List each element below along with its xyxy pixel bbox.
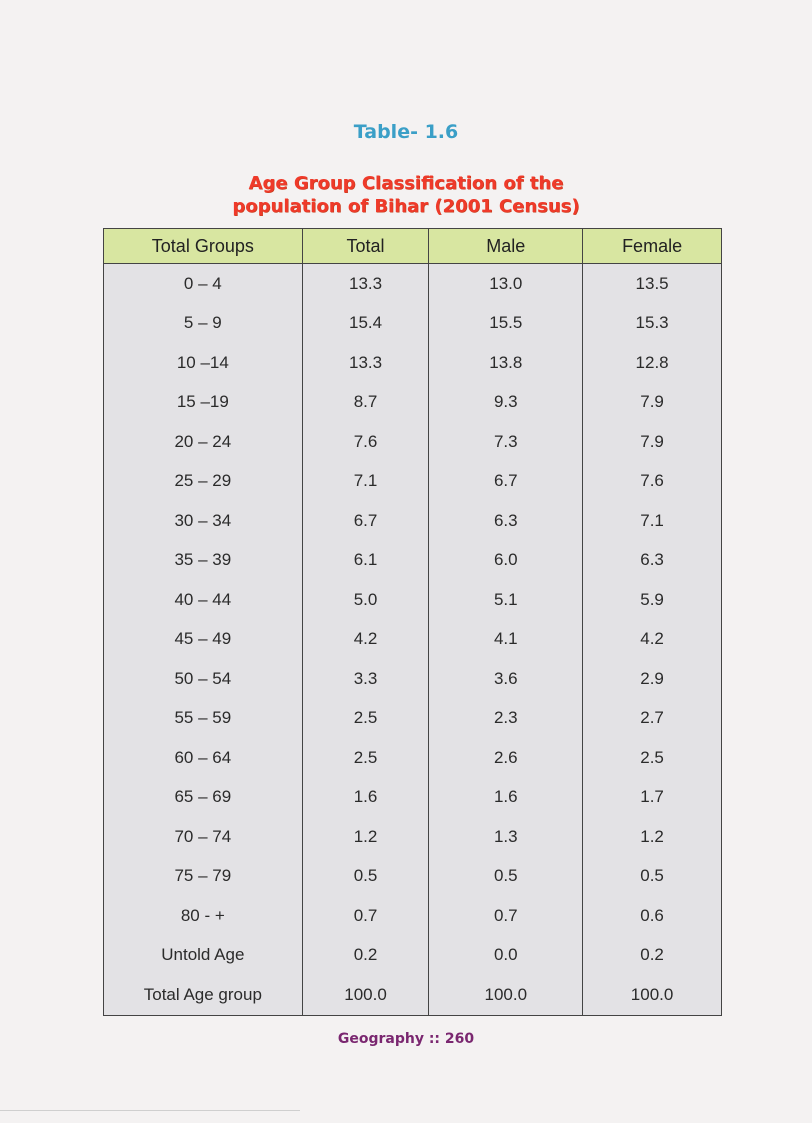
male-cell: 3.6 — [429, 659, 583, 699]
table-row — [104, 857, 722, 897]
age-group-cell: 65 – 69 — [104, 778, 303, 818]
table-title — [0, 172, 812, 218]
male-cell: 0.0 — [429, 936, 583, 976]
total-cell: 7.1 — [302, 462, 429, 502]
male-cell: 6.7 — [429, 462, 583, 502]
male-cell: 13.8 — [429, 343, 583, 383]
age-group-cell: 40 – 44 — [104, 580, 303, 620]
age-group-cell: 35 – 39 — [104, 541, 303, 581]
age-group-cell: 45 – 49 — [104, 620, 303, 660]
age-group-cell: 15 –19 — [104, 383, 303, 423]
age-group-cell: 0 – 4 — [104, 264, 303, 304]
table-row — [104, 659, 722, 699]
female-cell: 0.2 — [583, 936, 722, 976]
female-cell: 13.5 — [583, 264, 722, 304]
table-row — [104, 383, 722, 423]
table-row — [104, 620, 722, 660]
female-cell: 7.9 — [583, 422, 722, 462]
total-cell: 13.3 — [302, 264, 429, 304]
total-cell: 0.2 — [302, 936, 429, 976]
total-cell: 6.1 — [302, 541, 429, 581]
bottom-rule — [0, 1110, 300, 1111]
male-cell: 9.3 — [429, 383, 583, 423]
female-cell: 6.3 — [583, 541, 722, 581]
age-group-cell: 80 - + — [104, 896, 303, 936]
total-cell: 2.5 — [302, 699, 429, 739]
total-cell: 8.7 — [302, 383, 429, 423]
page-footer: Geography :: 260 — [337, 1031, 475, 1047]
header-female: Female — [583, 229, 722, 264]
table-row — [104, 541, 722, 581]
female-cell: 1.7 — [583, 778, 722, 818]
male-cell: 4.1 — [429, 620, 583, 660]
male-cell: 7.3 — [429, 422, 583, 462]
male-cell: 2.3 — [429, 699, 583, 739]
age-group-cell: 70 – 74 — [104, 817, 303, 857]
male-cell: 6.0 — [429, 541, 583, 581]
total-cell: 1.2 — [302, 817, 429, 857]
table-row — [104, 975, 722, 1015]
table-row — [104, 738, 722, 778]
header-row — [104, 229, 722, 264]
table-row — [104, 343, 722, 383]
total-cell: 15.4 — [302, 304, 429, 344]
table-number: Table- 1.6 — [353, 121, 459, 143]
total-cell: 6.7 — [302, 501, 429, 541]
female-cell: 2.9 — [583, 659, 722, 699]
age-group-table — [103, 228, 722, 1016]
total-cell: 0.7 — [302, 896, 429, 936]
female-cell: 2.5 — [583, 738, 722, 778]
female-cell: 4.2 — [583, 620, 722, 660]
table-row — [104, 422, 722, 462]
female-cell: 15.3 — [583, 304, 722, 344]
female-cell: 1.2 — [583, 817, 722, 857]
male-cell: 0.5 — [429, 857, 583, 897]
total-cell: 7.6 — [302, 422, 429, 462]
male-cell: 13.0 — [429, 264, 583, 304]
male-cell: 15.5 — [429, 304, 583, 344]
female-cell: 7.9 — [583, 383, 722, 423]
age-group-cell: 60 – 64 — [104, 738, 303, 778]
age-group-cell: 25 – 29 — [104, 462, 303, 502]
male-cell: 1.6 — [429, 778, 583, 818]
header-total-groups: Total Groups — [104, 229, 303, 264]
age-group-cell: 10 –14 — [104, 343, 303, 383]
table-row — [104, 778, 722, 818]
age-group-cell: Untold Age — [104, 936, 303, 976]
male-cell: 6.3 — [429, 501, 583, 541]
table-row — [104, 501, 722, 541]
female-cell: 7.1 — [583, 501, 722, 541]
header-total: Total — [302, 229, 429, 264]
age-group-cell: Total Age group — [104, 975, 303, 1015]
table-row — [104, 699, 722, 739]
table-row — [104, 304, 722, 344]
total-cell: 100.0 — [302, 975, 429, 1015]
total-cell: 5.0 — [302, 580, 429, 620]
female-cell: 7.6 — [583, 462, 722, 502]
age-group-cell: 55 – 59 — [104, 699, 303, 739]
female-cell: 12.8 — [583, 343, 722, 383]
table-row — [104, 462, 722, 502]
total-cell: 0.5 — [302, 857, 429, 897]
female-cell: 2.7 — [583, 699, 722, 739]
age-group-cell: 5 – 9 — [104, 304, 303, 344]
total-cell: 1.6 — [302, 778, 429, 818]
table-row — [104, 896, 722, 936]
table-row — [104, 936, 722, 976]
male-cell: 2.6 — [429, 738, 583, 778]
age-group-cell: 75 – 79 — [104, 857, 303, 897]
female-cell: 100.0 — [583, 975, 722, 1015]
male-cell: 0.7 — [429, 896, 583, 936]
male-cell: 100.0 — [429, 975, 583, 1015]
age-group-cell: 50 – 54 — [104, 659, 303, 699]
age-group-cell: 20 – 24 — [104, 422, 303, 462]
total-cell: 3.3 — [302, 659, 429, 699]
total-cell: 2.5 — [302, 738, 429, 778]
table-row — [104, 580, 722, 620]
total-cell: 13.3 — [302, 343, 429, 383]
male-cell: 5.1 — [429, 580, 583, 620]
total-cell: 4.2 — [302, 620, 429, 660]
table-row — [104, 264, 722, 304]
male-cell: 1.3 — [429, 817, 583, 857]
female-cell: 5.9 — [583, 580, 722, 620]
table-row — [104, 817, 722, 857]
age-group-cell: 30 – 34 — [104, 501, 303, 541]
female-cell: 0.6 — [583, 896, 722, 936]
female-cell: 0.5 — [583, 857, 722, 897]
table-title-line-2: population of Bihar (2001 Census) — [232, 196, 580, 217]
table-title-line-1: Age Group Classification of the — [248, 173, 564, 194]
header-male: Male — [429, 229, 583, 264]
